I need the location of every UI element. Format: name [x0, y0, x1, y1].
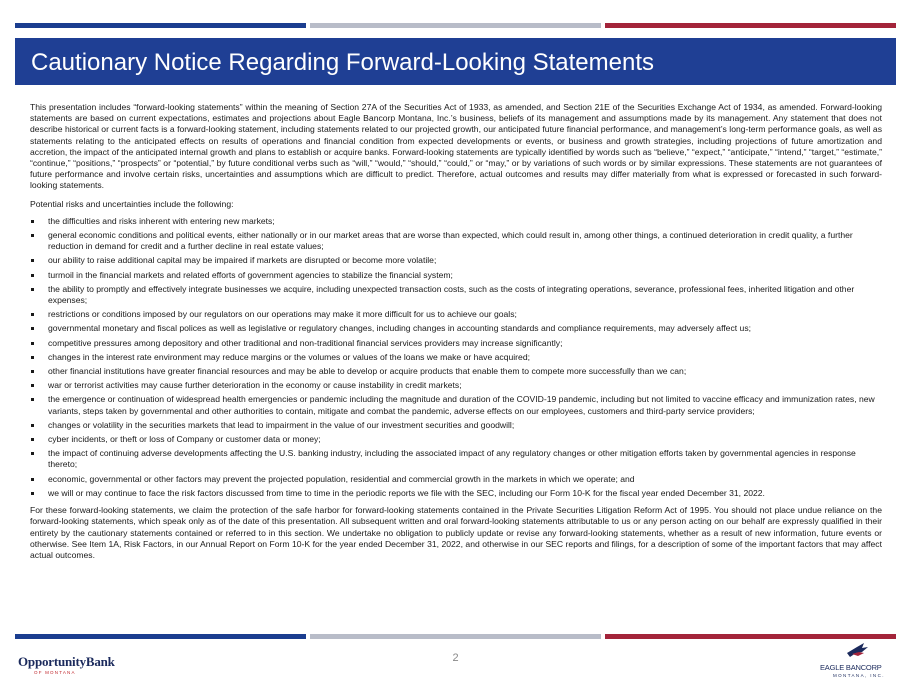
bullet-square-icon [31, 288, 34, 291]
accent-bar-gray [310, 634, 601, 639]
accent-bar-red [605, 23, 896, 28]
eagle-bancorp-logo [816, 641, 896, 681]
risk-text: the emergence or continuation of widespread health emergencies or pandemic including the magnitude and duration of the COVID-19 pandemic, including but not limited to vaccine efficacy and immunization rates, new variants, steps taken by governmental and other authorities to contain, mitigate and combat the pandemic, adverse effects on our employees, customers and third-party service providers; [48, 394, 875, 416]
title-band [15, 38, 896, 85]
risk-text: the ability to promptly and effectively integrate businesses we acquire, including unexpected transaction costs, such as the costs of integrating operations, severance, professional fees, inherited litigation and other expenses; [48, 283, 855, 306]
risk-text: we will or may continue to face the risk factors discussed from time to time in the periodic reports we file with the SEC, including our Form 10-K for the fiscal year ended December 31, 2022. [48, 487, 765, 498]
risk-list-item [30, 284, 882, 306]
bullet-square-icon [31, 259, 34, 262]
risk-list-item [30, 255, 882, 266]
eagle-bancorp-name: EAGLE BANCORP [820, 663, 882, 672]
risk-list-item [30, 420, 882, 431]
bullet-square-icon [31, 220, 34, 223]
risk-text: restrictions or conditions imposed by our regulators on our operations may make it more difficult for us to achieve our goals; [48, 309, 517, 320]
risk-list-item [30, 380, 882, 391]
eagle-flag-icon [844, 641, 870, 661]
bullet-square-icon [31, 370, 34, 373]
page-number: 2 [452, 652, 459, 664]
risk-text: war or terrorist activities may cause further deterioration in the economy or cause instability in credit markets; [48, 380, 462, 391]
accent-bar-navy [15, 23, 306, 28]
risk-text: changes or volatility in the securities markets that lead to impairment in the value of our investment securities and goodwill; [48, 419, 515, 430]
bullet-square-icon [31, 327, 34, 330]
bullet-square-icon [31, 492, 34, 495]
risk-list-item [30, 434, 882, 445]
risk-list-item [30, 230, 882, 252]
risk-text: economic, governmental or other factors may prevent the projected population, residential and commercial growth in the markets in which we operate; and [48, 473, 635, 484]
risk-list-item [30, 394, 882, 416]
risk-text: the difficulties and risks inherent with entering new markets; [48, 215, 275, 226]
risk-list-item [30, 366, 882, 377]
risk-text: the impact of continuing adverse developments affecting the U.S. banking industry, including the associated impact of any regulatory changes or other mitigation efforts taken by governmental agencies in response thereto; [48, 448, 856, 470]
eagle-bancorp-subtitle: MONTANA, INC. [833, 673, 885, 678]
bullet-square-icon [31, 234, 34, 237]
risk-list [30, 216, 882, 499]
risk-list-item [30, 338, 882, 349]
bullet-square-icon [31, 398, 34, 401]
bullet-square-icon [31, 438, 34, 441]
bullet-square-icon [31, 478, 34, 481]
risk-list-item [30, 270, 882, 281]
opportunity-bank-name: OpportunityBank [18, 654, 115, 669]
bullet-square-icon [31, 424, 34, 427]
risks-heading: Potential risks and uncertainties include the following: [30, 198, 234, 209]
closing-paragraph: For these forward-looking statements, we claim the protection of the safe harbor for forward-looking statements contained in the Private Securities Litigation Reform Act of 1995. You should not place undue reliance on the forward-looking statements, which speak only as of the date of this presentation. All subsequent written and oral forward-looking statements attributable to us or any person acting on our behalf are expressly qualified in their entirety by the cautionary statements contained or referred to in this section. We undertake no obligation to publicly update or revise any forward-looking statements, whether as a result of new information, future events or otherwise. See Item 1A, Risk Factors, in our Annual Report on Form 10-K for the year ended December 31, 2022, and otherwise in our SEC reports and filings, for a description of some of the important factors that may affect actual outcomes. [30, 505, 882, 560]
accent-bar-navy [15, 634, 306, 639]
bullet-square-icon [31, 342, 34, 345]
risk-text: general economic conditions and political events, either nationally or in our market areas that are worse than expected, which could result in, among other things, a continued deterioration in credit quality, a further reduction in demand for credit and a further decline in real estate values; [48, 230, 853, 252]
opportunity-bank-logo [18, 654, 118, 678]
risk-list-item [30, 216, 882, 227]
risk-text: other financial institutions have greater financial resources and may be able to develop or acquire products that enable them to compete more successfully than we can; [48, 366, 687, 377]
accent-bar-red [605, 634, 896, 639]
bottom-accent-bars [15, 634, 896, 639]
risk-text: cyber incidents, or theft or loss of Company or customer data or money; [48, 434, 321, 445]
bullet-square-icon [31, 452, 34, 455]
risk-list-item [30, 323, 882, 334]
risk-list-item [30, 488, 882, 499]
risk-text: our ability to raise additional capital may be impaired if markets are disrupted or become more volatile; [48, 255, 437, 266]
top-accent-bars [15, 23, 896, 28]
page-title: Cautionary Notice Regarding Forward-Looking Statements [31, 49, 654, 76]
accent-bar-gray [310, 23, 601, 28]
risk-list-item [30, 448, 882, 470]
notice-body [30, 102, 882, 568]
risk-text: turmoil in the financial markets and related efforts of government agencies to stabilize the financial system; [48, 269, 453, 280]
bullet-square-icon [31, 384, 34, 387]
risk-text: competitive pressures among depository and other traditional and non-traditional financial services providers may increase significantly; [48, 337, 563, 348]
risk-list-item [30, 309, 882, 320]
bullet-square-icon [31, 313, 34, 316]
risk-list-item [30, 474, 882, 485]
intro-paragraph: This presentation includes “forward-looking statements” within the meaning of Section 27A of the Securities Act of 1933, as amended, and Section 21E of the Securities Exchange Act of 1934, as amended. Forward-looking statements are based on current expectations, estimates and projections about Eagle Bancorp Montana, Inc.’s business, beliefs of its management and assumptions made by its management. Any statement that does not describe historical or current facts is a forward-looking statement, including statements related to our projected growth, our anticipated future financial performance, and management’s long-term performance goals, as well as statements relating to the anticipated effects on results of operations and financial condition from expected developments or events, or business and growth strategies, including projections of future amortization and accretion, the impact of the anticipated internal growth and plans to establish or acquire banks. Forward-looking statements are typically identified by words such as “believe,” “expect,” “anticipate,” “intend,” “target,” “estimate,” “continue,” “positions,” “prospects” or “potential,” by future conditional verbs such as “will,” “would,” “should,” “could,” or “may,” or by variations of such words or by similar expressions. These statements are not guarantees of future performance and involve certain risks, uncertainties and assumptions which are difficult to predict. Therefore, actual outcomes and results may differ materially from what is expressed or forecasted in such forward-looking statements. [30, 102, 882, 191]
bullet-square-icon [31, 356, 34, 359]
risk-list-item [30, 352, 882, 363]
risk-text: changes in the interest rate environment may reduce margins or the volumes or values of the loans we make or have acquired; [48, 351, 530, 362]
opportunity-bank-subtitle: OF MONTANA [34, 670, 76, 675]
bullet-square-icon [31, 274, 34, 277]
risk-text: governmental monetary and fiscal polices as well as legislative or regulatory changes, including changes in accounting standards and compliance requirements, may adversely affect us; [48, 323, 752, 334]
